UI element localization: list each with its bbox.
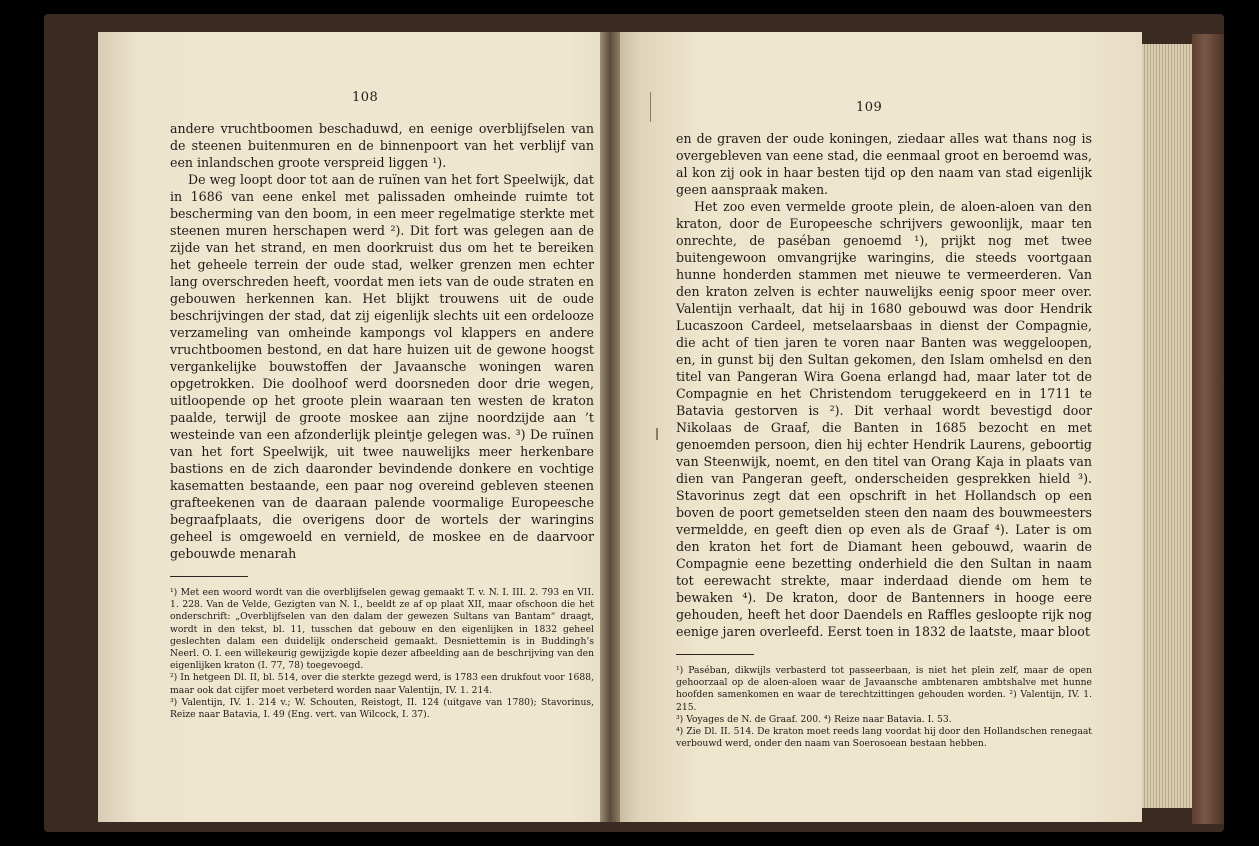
right-paragraph-2: Het zoo even vermelde groote plein, de aloen-aloen van den kraton, door de Europeesche schrijvers gewoonlijk, maar ten onrechte, de paséban genoemd ¹), prijkt nog met twee buitengewoon omvangrijke waringins, die steeds voortgaan hunne honderden stammen met nieuwe te vermeerderen. Van den kraton zelven is echter nauwelijks eenig spoor meer over. Valentijn verhaalt, dat hij in 1680 gebouwd was door Hendrik Lucaszoon Cardeel, metselaarsbaas in dienst der Compagnie, die acht of tien jaren te voren naar Banten was weggeloopen, en, in gunst bij den Sultan gekomen, den Islam omhelsd en den titel van Pangeran Wira Goena erlangd had, maar later tot de Compagnie en het Christendom teruggekeerd en in 1711 te Batavia gestorven is ²). Dit verhaal wordt bevestigd door Nikolaas de Graaf, die Banten in 1685 bezocht en met genoemden persoon, dien hij echter Hendrik Laurens, geboortig van Steenwijk, noemt, en den titel van Orang Kaja in plaats van dien van Pangeran geeft, onderscheiden gesprekken hield ³). Stavorinus zegt dat een opschrift in het Hollandsch op een boven de poort gemetselden steen den naam des bouwmeesters vermeldde, en geeft dien op even als de Graaf ⁴). Later is om den kraton het fort de Diamant heen gebouwd, waarin de Compagnie eene bezetting onderhield die den Sultan in naam tot eerewacht strekte, maar inderdaad diende om hem te bewaken ⁴). De kraton, door de Bantenners in hooge eere gehouden, heeft het door Daendels en Raffles gesloopte rijk nog eenige jaren overleefd. Eerst toen in 1832 de laatste, maar bloot [676, 199, 1092, 639]
right-page-text [676, 130, 1092, 750]
left-footnote-2: ²) In hetgeen Dl. II, bl. 514, over die sterkte gezegd werd, is 1783 een drukfout voor 1688, maar ook dat cijfer moet verbeterd worden naar Valentijn, IV. 1. 214. [170, 672, 594, 696]
right-page-number: 109 [856, 100, 883, 115]
right-page [610, 32, 1142, 822]
paper-blemish [656, 428, 658, 440]
left-paragraph-1: andere vruchtboomen beschaduwd, en eenige overblijfselen van de steenen buitenmuren en de binnenpoort van het verblijf van een inlandschen groote verspreid liggen ¹). [170, 121, 594, 170]
right-paragraph-1: en de graven der oude koningen, ziedaar alles wat thans nog is overgebleven van eene stad, die eenmaal groot en beroemd was, al kon zij ook in haar besten tijd op den naam van stad eigenlijk geen aanspraak maken. [676, 131, 1092, 197]
left-page-text [170, 120, 594, 721]
left-paragraph-2: De weg loopt door tot aan de ruïnen van het fort Speelwijk, dat in 1686 van eene enkel met palissaden omheinde ruimte tot bescherming van den boom, in een meer regelmatige sterkte met steenen muren herschapen werd ²). Dit fort was gelegen aan de zijde van het strand, en men doorkruist dus om het te bereiken het geheele terrein der oude stad, welker grenzen men echter lang overschreden heeft, voordat men iets van de oude straten en gebouwen herkennen kan. Het blijkt trouwens uit de oude beschrijvingen der stad, dat zij eigenlijk slechts uit een ordelooze verzameling van omheinde kampongs vol klappers en andere vruchtboomen bestond, en dat hare huizen uit de gewone hoogst vergankelijke bouwstoffen der Javaansche woningen waren opgetrokken. Die doolhoof werd doorsneden door drie wegen, uitloopende op het groote plein waaraan ten westen de kraton paalde, terwijl de groote moskee aan zijne noordzijde aan ’t westeinde van een afzonderlijk pleintje gelegen was. ³) De ruïnen van het fort Speelwijk, uit twee nauwelijks meer herkenbare bastions en de zich daaronder bevindende donkere en vochtige kasematten bestaande, een paar nog overeind gebleven steenen grafteekenen van de daaraan palende voormalige Europeesche begraafplaats, die overigens door de wortels der waringins geheel is omgewoeld en vernield, de moskee en de daarvoor gebouwde menarah [170, 172, 594, 561]
book-gutter [600, 32, 620, 822]
left-footnote-1: ¹) Met een woord wordt van die overblijfselen gewag gemaakt T. v. N. I. III. 2. 793 en VII. 1. 228. Van de Velde, Gezigten van N. I., beeldt ze af op plaat XII, maar ofschoon die het onderschrift: „Overblijfselen van den dalam der gewezen Sultans van Bantam“ draagt, wordt in den tekst, bl. 11, tusschen dat gebouw en den eigenlijken in 1832 geheel geslechten dalam een duidelijk onderscheid gemaakt. Desniettemin is in Buddingh’s Neerl. O. I. een willekeurig gewijzigde kopie dezer afbeelding aan de beschrijving van den eigenlijken kraton (I. 77, 78) toegevoegd. [170, 587, 594, 672]
right-footnote-3: ⁴) Zie Dl. II. 514. De kraton moet reeds lang voordat hij door den Hollandschen renegaat verbouwd werd, onder den naam van Soerosoean bestaan hebben. [676, 726, 1092, 750]
right-footnote-2: ³) Voyages de N. de Graaf. 200. ⁴) Reize naar Batavia. I. 53. [676, 713, 952, 725]
paper-blemish [650, 92, 651, 122]
right-footnote-1: ¹) Paséban, dikwijls verbasterd tot passeerbaan, is niet het plein zelf, maar de open gehoorzaal op de aloen-aloen waar de Javaansche ambtenaren ambtshalve met hunne hoofden samenkomen en waar de terechtzittingen gehouden worden. ²) Valentijn, IV. 1. 215. [676, 665, 1092, 713]
left-page [98, 32, 654, 822]
left-footnote-rule [170, 576, 248, 577]
page-edges [1142, 44, 1192, 808]
book-cover-edge [1192, 34, 1224, 824]
left-page-number: 108 [352, 90, 379, 105]
left-footnote-3: ³) Valentijn, IV. 1. 214 v.; W. Schouten, Reistogt, II. 124 (uitgave van 1780); Stavorinus, Reize naar Batavia, I. 49 (Eng. vert. van Wilcock, I. 37). [170, 696, 594, 721]
book [44, 14, 1224, 832]
right-footnote-rule [676, 654, 754, 655]
